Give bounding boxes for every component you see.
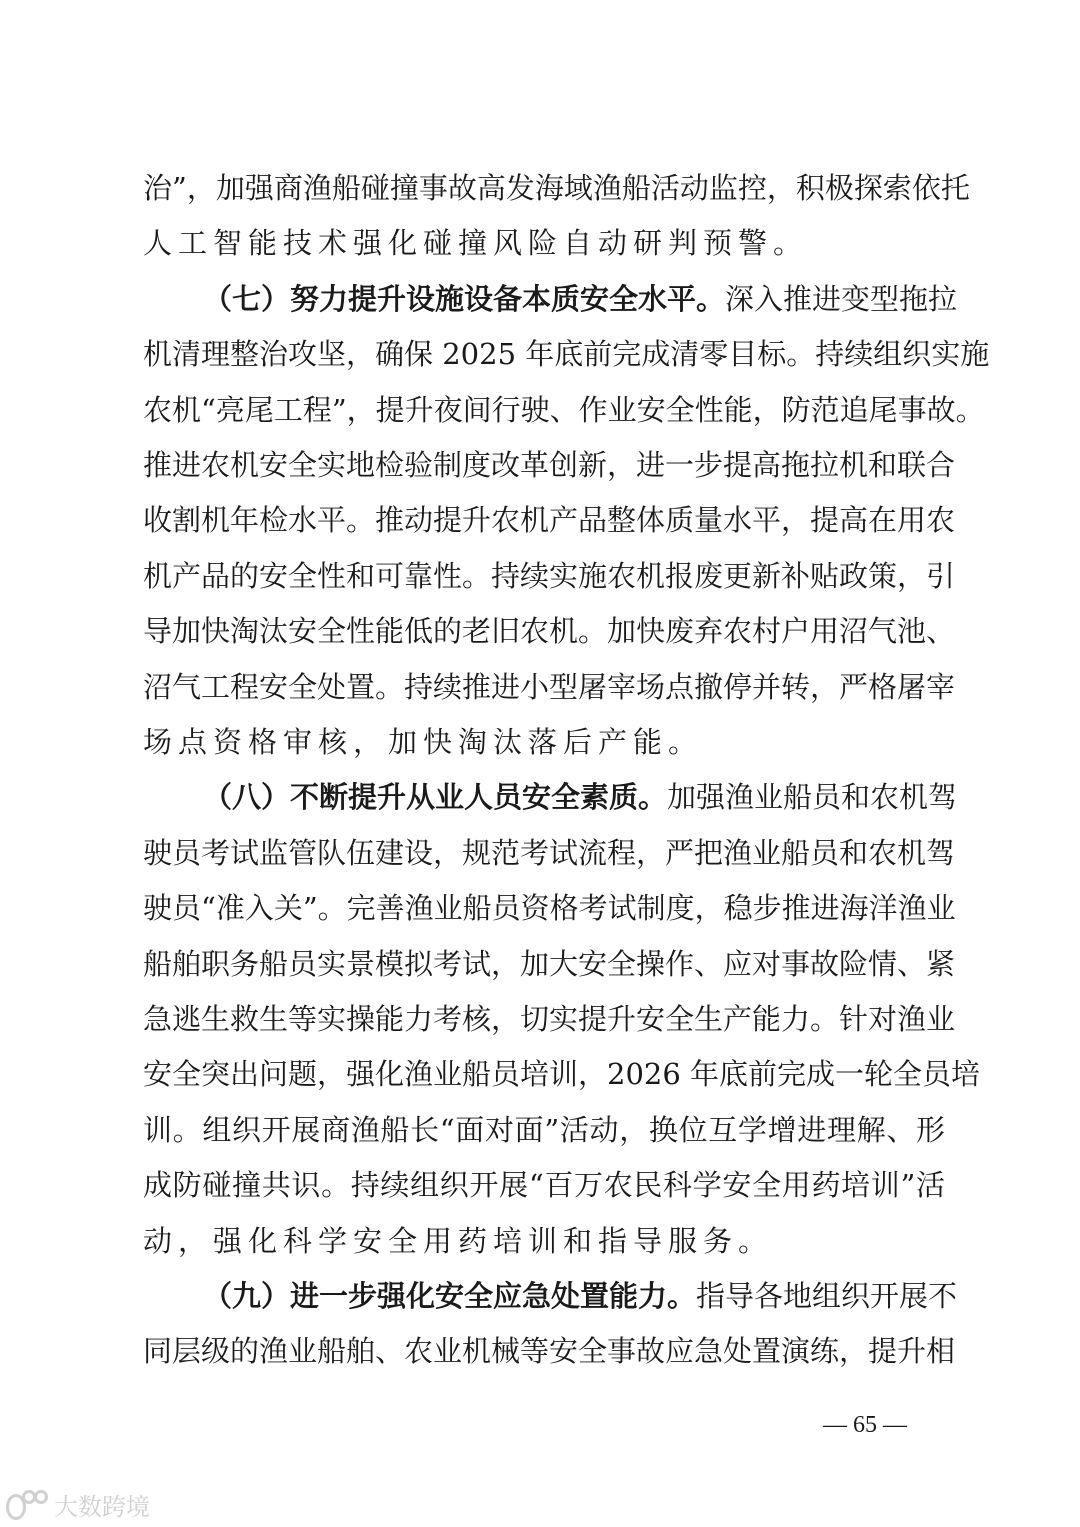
section-heading: （七）努力提升设施设备本质安全水平。 [203,281,726,316]
line-text: 农机“亮尾工程”，提升夜间行驶、作业安全性能，防范追尾事故。 [143,392,985,427]
text-line [143,390,985,430]
line-text: 指导各地组织开展不 [696,1279,958,1313]
line-text: 船舶职务船员实景模拟考试，加大安全操作、应对事故险情、紧 [143,946,956,981]
line-text: 机清理整治攻坚，确保 2025 年底前完成清零目标。持续组织实施 [143,337,990,372]
text-line [143,888,956,928]
text-line [143,1221,945,1261]
text-line [143,999,956,1039]
line-text: 收割机年检水平。推动提升农机产品整体质量水平，提高在用农 [143,503,956,538]
text-line [143,500,956,540]
line-text: 同层级的渔业船舶、农业机械等安全事故应急处置演练，提升相 [143,1334,956,1369]
line-text: 沼气工程安全处置。持续推进小型屠宰场点撤停并转，严格屠宰 [143,669,956,704]
text-line [143,777,958,817]
section-heading: （八）不断提升从业人员安全素质。 [203,780,668,815]
line-text: 治”，加强商渔船碰撞事故高发海域渔船活动监控，积极探索依托 [143,171,970,205]
line-text: 驶员“准入关”。完善渔业船员资格考试制度，稳步推进海洋渔业 [143,891,956,926]
text-line [143,1276,958,1316]
line-text: 人工智能技术强化碰撞风险自动研判预警。 [143,226,809,261]
text-line [143,168,970,208]
text-line [143,334,990,374]
line-text: 场点资格审核，加快淘汰落后产能。 [143,725,704,759]
line-text: 深入推进变型拖拉 [725,281,958,316]
text-line [143,667,956,707]
line-text: 推进农机安全实地检验制度改革创新，进一步提高拖拉机和联合 [143,448,956,482]
watermark-text: 大数跨境 [54,1493,150,1521]
line-text: 机产品的安全性和可靠性。持续实施农机报废更新补贴政策，引 [143,558,956,593]
page-number: — 65 — [823,1412,907,1438]
line-text: 安全突出问题，强化渔业船员培训，2026 年底前完成一轮全员培 [143,1057,981,1092]
text-line [143,944,956,984]
text-line [143,556,956,596]
line-text: 训。组织开展商渔船长“面对面”活动，换位互学增进理解、形 [143,1112,945,1147]
line-text: 加强渔业船员和农机驾 [667,780,958,815]
text-line [143,1054,981,1094]
text-line [143,279,958,319]
line-text: 成防碰撞共识。持续组织开展“百万农民科学安全用药培训”活 [143,1168,945,1203]
text-line [143,1331,956,1371]
text-line [143,1165,945,1205]
line-text: 导加快淘汰安全性能低的老旧农机。加快废弃农村户用沼气池、 [143,614,956,649]
watermark-logo-icon [6,1490,50,1520]
text-line [143,445,956,485]
watermark [6,1487,150,1522]
text-line [143,1110,945,1150]
line-text: 驶员考试监管队伍建设，规范考试流程，严把渔业船员和农机驾 [143,835,956,870]
line-text: 急逃生救生等实操能力考核，切实提升安全生产能力。针对渔业 [143,1002,956,1036]
text-line [143,833,956,873]
text-line [143,611,956,651]
line-text: 动，强化科学安全用药培训和指导服务。 [143,1223,774,1258]
text-line [143,722,945,762]
text-line [143,223,945,263]
section-heading: （九）进一步强化安全应急处置能力。 [203,1279,697,1313]
